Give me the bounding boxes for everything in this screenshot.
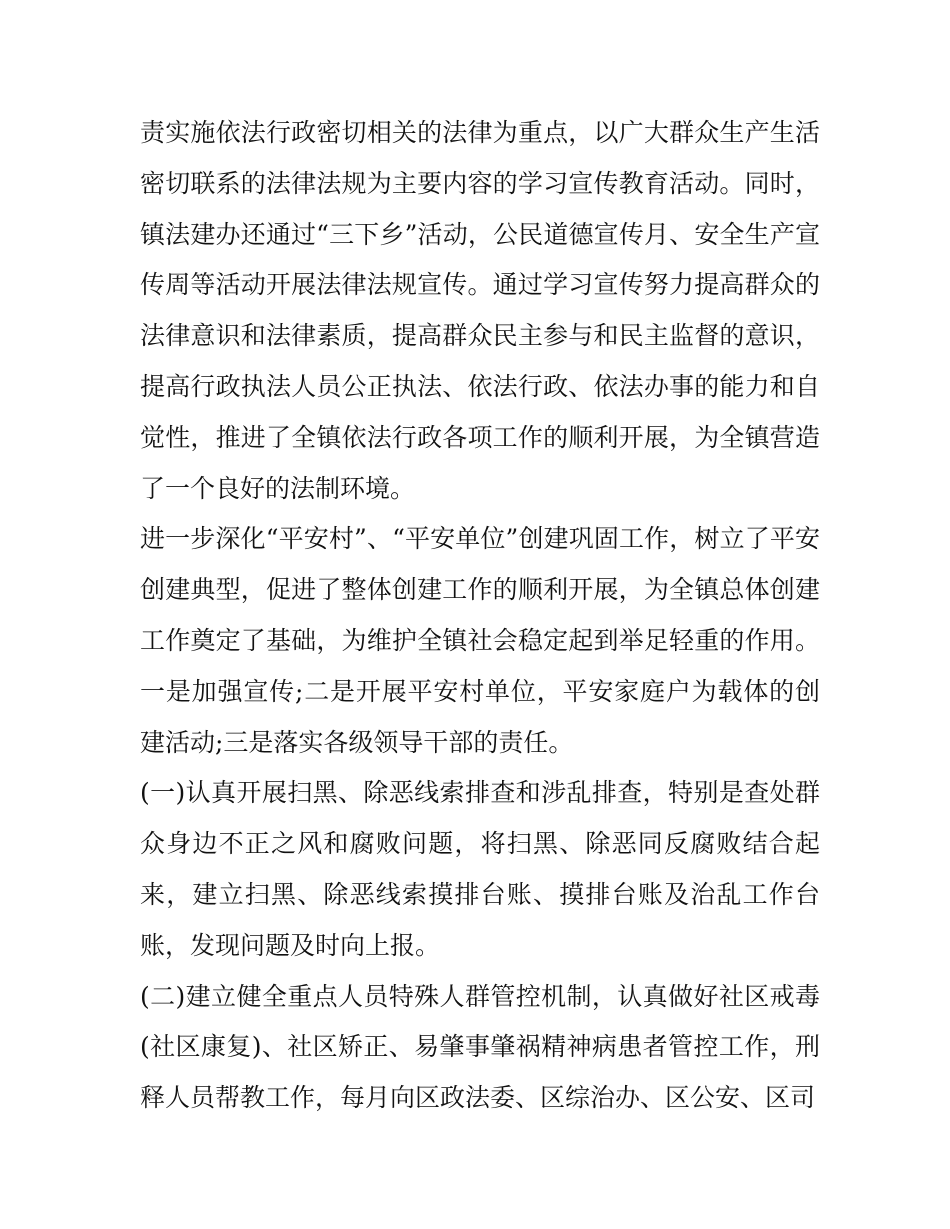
- paragraph-safe-village: 进一步深化“平安村”、“平安单位”创建巩固工作，树立了平安创建典型，促进了整体创建工作的顺利开展，为全镇总体创建工作奠定了基础，为维护全镇社会稳定起到举足轻重的作用。一是加强宣传;二是开展平安村单位，平安家庭户为载体的创建活动;三是落实各级领导干部的责任。: [140, 524, 820, 757]
- paragraph-anti-crime: (一)认真开展扫黑、除恶线索排查和涉乱排查，特别是查处群众身边不正之风和腐败问题，将扫黑、除恶同反腐败结合起来，建立扫黑、除恶线索摸排台账、摸排台账及治乱工作台账，发现问题及时向上报。: [140, 778, 820, 960]
- paragraph-key-personnel: (二)建立健全重点人员特殊人群管控机制，认真做好社区戒毒(社区康复)、社区矫正、易肇事肇祸精神病患者管控工作，刑释人员帮教工作，每月向区政法委、区综治办、区公安、区司: [140, 981, 820, 1113]
- document-body: [140, 108, 820, 1124]
- paragraph-legal-publicity: 责实施依法行政密切相关的法律为重点，以广大群众生产生活密切联系的法律法规为主要内容的学习宣传教育活动。同时，镇法建办还通过“三下乡”活动，公民道德宣传月、安全生产宣传周等活动开展法律法规宣传。通过学习宣传努力提高群众的法律意识和法律素质，提高群众民主参与和民主监督的意识，提高行政执法人员公正执法、依法行政、依法办事的能力和自觉性，推进了全镇依法行政各项工作的顺利开展，为全镇营造了一个良好的法制环境。: [140, 118, 820, 503]
